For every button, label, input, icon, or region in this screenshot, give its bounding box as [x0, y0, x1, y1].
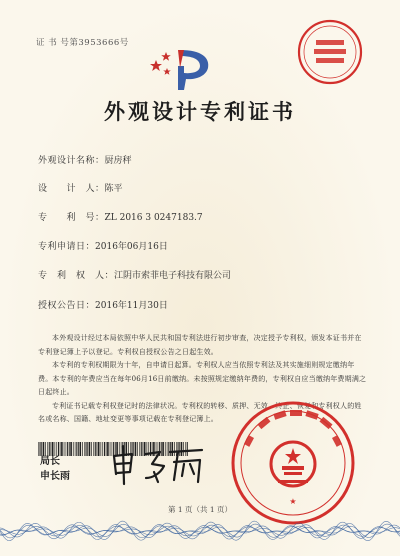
- barcode-bar: [86, 442, 87, 456]
- field-value: 2016年11月30日: [95, 301, 168, 311]
- paragraph: 专利证书记载专利权登记时的法律状况。专利权的转移、质押、无效、终止、恢复和专利权人的姓名或名称、国籍、地址变更等事项记载在专利登记簿上。: [38, 401, 362, 423]
- barcode-bar: [66, 442, 67, 456]
- decorative-border-icon: [0, 517, 400, 545]
- field-value: ZL 2016 3 0247183.7: [104, 213, 203, 223]
- field-label: 授权公告日：: [38, 301, 96, 311]
- page-footer: 第 1 页（共 1 页）: [167, 505, 233, 514]
- barcode-bar: [106, 442, 107, 456]
- barcode-bar: [101, 442, 102, 456]
- barcode-bar: [102, 442, 103, 456]
- barcode-bar: [61, 442, 63, 456]
- barcode-bar: [80, 442, 82, 456]
- field-value: 陈平: [104, 184, 123, 194]
- certificate-title: 外观设计专利证书: [104, 99, 296, 124]
- field-label: 外观设计名称：: [38, 156, 105, 166]
- small-red-seal-icon: [296, 18, 364, 86]
- field-designer: [38, 181, 123, 194]
- field-design-name: [38, 153, 132, 166]
- field-value: 2016年06月16日: [95, 242, 168, 252]
- barcode-bar: [82, 442, 83, 456]
- field-label: 专 利 权 人：: [38, 271, 115, 281]
- field-label: 设 计 人：: [38, 184, 105, 194]
- barcode-bar: [78, 442, 79, 456]
- barcode-bar: [95, 442, 96, 456]
- field-value: 江阴市索菲电子科技有限公司: [114, 271, 232, 281]
- barcode-bar: [91, 442, 92, 456]
- barcode-bar: [38, 442, 39, 456]
- barcode-bar: [104, 442, 105, 456]
- officer-name: 申长雨: [40, 471, 70, 482]
- field-patent-number: [38, 210, 203, 223]
- barcode-bar: [93, 442, 94, 456]
- barcode-bar: [64, 442, 65, 456]
- field-application-date: [38, 239, 168, 252]
- barcode-bar: [75, 442, 76, 456]
- barcode-bar: [97, 442, 98, 456]
- barcode-bar: [73, 442, 74, 456]
- barcode-bar: [87, 442, 88, 456]
- paragraph: 本外观设计经过本局依照中华人民共和国专利法进行初步审查，决定授予专利权，颁发本证书并在专利登记簿上予以登记。专利权自授权公告之日起生效。: [38, 334, 362, 356]
- barcode-bar: [67, 442, 68, 456]
- barcode-bar: [84, 442, 85, 456]
- barcode-bar: [89, 442, 91, 456]
- signature-icon: [108, 444, 208, 486]
- barcode-bar: [98, 442, 100, 456]
- officer-title: 局长: [40, 456, 60, 467]
- field-grant-date: [38, 298, 168, 311]
- barcode-bar: [76, 442, 77, 456]
- svg-text:★: ★: [289, 497, 297, 506]
- field-label: 专利申请日：: [38, 242, 96, 252]
- paragraph: 本专利的专利权期限为十年，自申请日起算。专利权人应当依照专利法及其实施细则规定缴纳年费。本专利的年费应当在每年06月16日前缴纳。未按照规定缴纳年费的，专利权自应当缴纳年费期满之日起终止。: [38, 361, 367, 396]
- field-value: 厨房秤: [104, 156, 132, 166]
- certificate-number: 证 书 号第3953666号: [36, 38, 129, 48]
- barcode-bar: [69, 442, 70, 456]
- field-label: 专 利 号：: [38, 213, 105, 223]
- barcode-bar: [70, 442, 72, 456]
- field-patentee: [38, 268, 231, 281]
- patent-office-logo-icon: [150, 46, 222, 90]
